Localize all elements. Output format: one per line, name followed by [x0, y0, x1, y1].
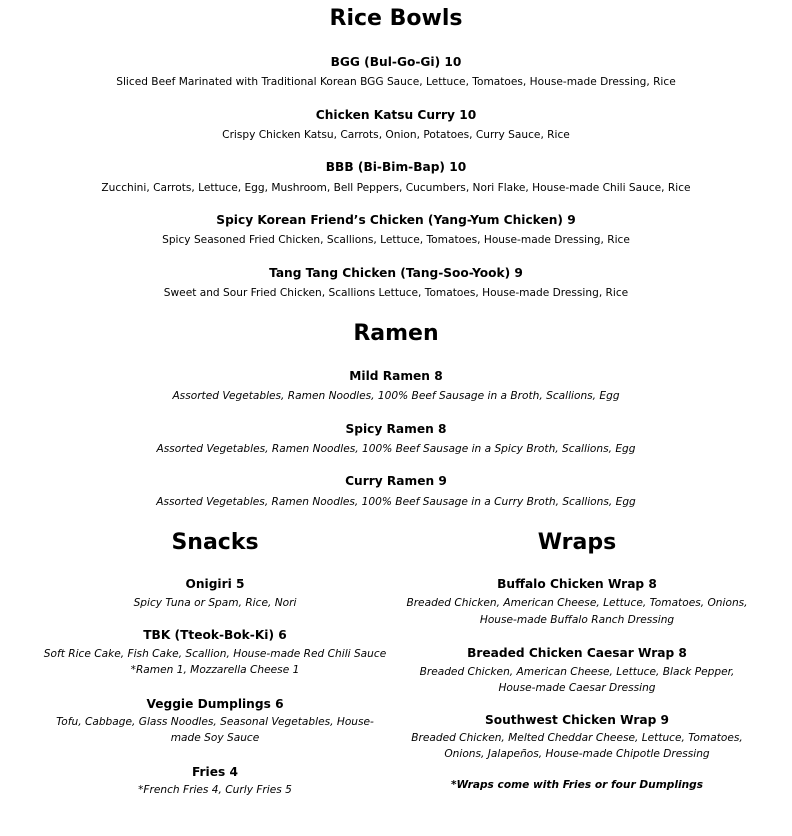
- menu-item-description: Soft Rice Cake, Fish Cake, Scallion, House-made Red Chili Sauce: [43, 648, 387, 660]
- menu-item-name: Spicy Ramen 8: [345, 422, 447, 436]
- menu-item-name: Fries 4: [192, 765, 238, 779]
- menu-item-name: Southwest Chicken Wrap 9: [484, 713, 670, 727]
- menu-item-description: Assorted Vegetables, Ramen Noodles, 100% Beef Sausage in a Curry Broth, Scallions, Egg: [156, 496, 636, 508]
- menu-item-description: Assorted Vegetables, Ramen Noodles, 100% Beef Sausage in a Broth, Scallions, Egg: [172, 390, 620, 402]
- menu-item-description: *French Fries 4, Curly Fries 5: [138, 784, 292, 796]
- menu-item-name: Tang Tang Chicken (Tang-Soo-Yook) 9: [269, 266, 523, 280]
- menu-item-name: Chicken Katsu Curry 10: [315, 108, 477, 122]
- menu-item-description: Crispy Chicken Katsu, Carrots, Onion, Potatoes, Curry Sauce, Rice: [222, 129, 570, 141]
- menu-item-name: Buffalo Chicken Wrap 8: [497, 577, 657, 591]
- section-title-ramen: Ramen: [353, 321, 439, 346]
- menu-item-description: Sweet and Sour Fried Chicken, Scallions Lettuce, Tomatoes, House-made Dressing, Rice: [163, 287, 629, 299]
- menu-item-name: Mild Ramen 8: [349, 369, 443, 383]
- menu-item-description: Tofu, Cabbage, Glass Noodles, Seasonal Vegetables, House-: [56, 716, 374, 728]
- menu-item-description: House-made Buffalo Ranch Dressing: [479, 614, 675, 626]
- menu-item-description: Assorted Vegetables, Ramen Noodles, 100% Beef Sausage in a Spicy Broth, Scallions, Egg: [156, 443, 636, 455]
- menu-item-name: Curry Ramen 9: [345, 474, 447, 488]
- menu-item-description: Breaded Chicken, American Cheese, Lettuce, Tomatoes, Onions,: [406, 597, 748, 609]
- menu-item-name: BGG (Bul-Go-Gi) 10: [330, 55, 462, 69]
- menu-item-name: Breaded Chicken Caesar Wrap 8: [467, 646, 687, 660]
- menu-item-description: Onions, Jalapeños, House-made Chipotle Dressing: [444, 748, 710, 760]
- menu-item-description: made Soy Sauce: [170, 732, 260, 744]
- menu-item-description: House-made Caesar Dressing: [498, 682, 656, 694]
- menu-item-description: Spicy Seasoned Fried Chicken, Scallions, Lettuce, Tomatoes, House-made Dressing, Rice: [162, 234, 630, 246]
- menu-item-name: TBK (Tteok-Bok-Ki) 6: [143, 628, 287, 642]
- section-title-wraps: Wraps: [537, 530, 617, 555]
- menu-item-description: *Ramen 1, Mozzarella Cheese 1: [130, 664, 300, 676]
- menu-item-name: BBB (Bi-Bim-Bap) 10: [325, 160, 467, 174]
- wraps-note: *Wraps come with Fries or four Dumplings: [450, 779, 704, 791]
- menu-item-description: Breaded Chicken, Melted Cheddar Cheese, Lettuce, Tomatoes,: [411, 732, 743, 744]
- menu-item-description: Zucchini, Carrots, Lettuce, Egg, Mushroom, Bell Peppers, Cucumbers, Nori Flake, House-made Chili Sauce, Rice: [101, 182, 691, 194]
- menu-item-name: Spicy Korean Friend’s Chicken (Yang-Yum Chicken) 9: [216, 213, 576, 227]
- menu-item-description: Breaded Chicken, American Cheese, Lettuce, Black Pepper,: [419, 666, 735, 678]
- menu-item-description: Sliced Beef Marinated with Traditional Korean BGG Sauce, Lettuce, Tomatoes, House-made Dressing, Rice: [116, 76, 676, 88]
- menu-item-description: Spicy Tuna or Spam, Rice, Nori: [133, 597, 297, 609]
- section-title-rice-bowls: Rice Bowls: [329, 6, 463, 31]
- menu-item-name: Veggie Dumplings 6: [146, 697, 284, 711]
- menu-item-name: Onigiri 5: [185, 577, 245, 591]
- section-title-snacks: Snacks: [171, 530, 259, 555]
